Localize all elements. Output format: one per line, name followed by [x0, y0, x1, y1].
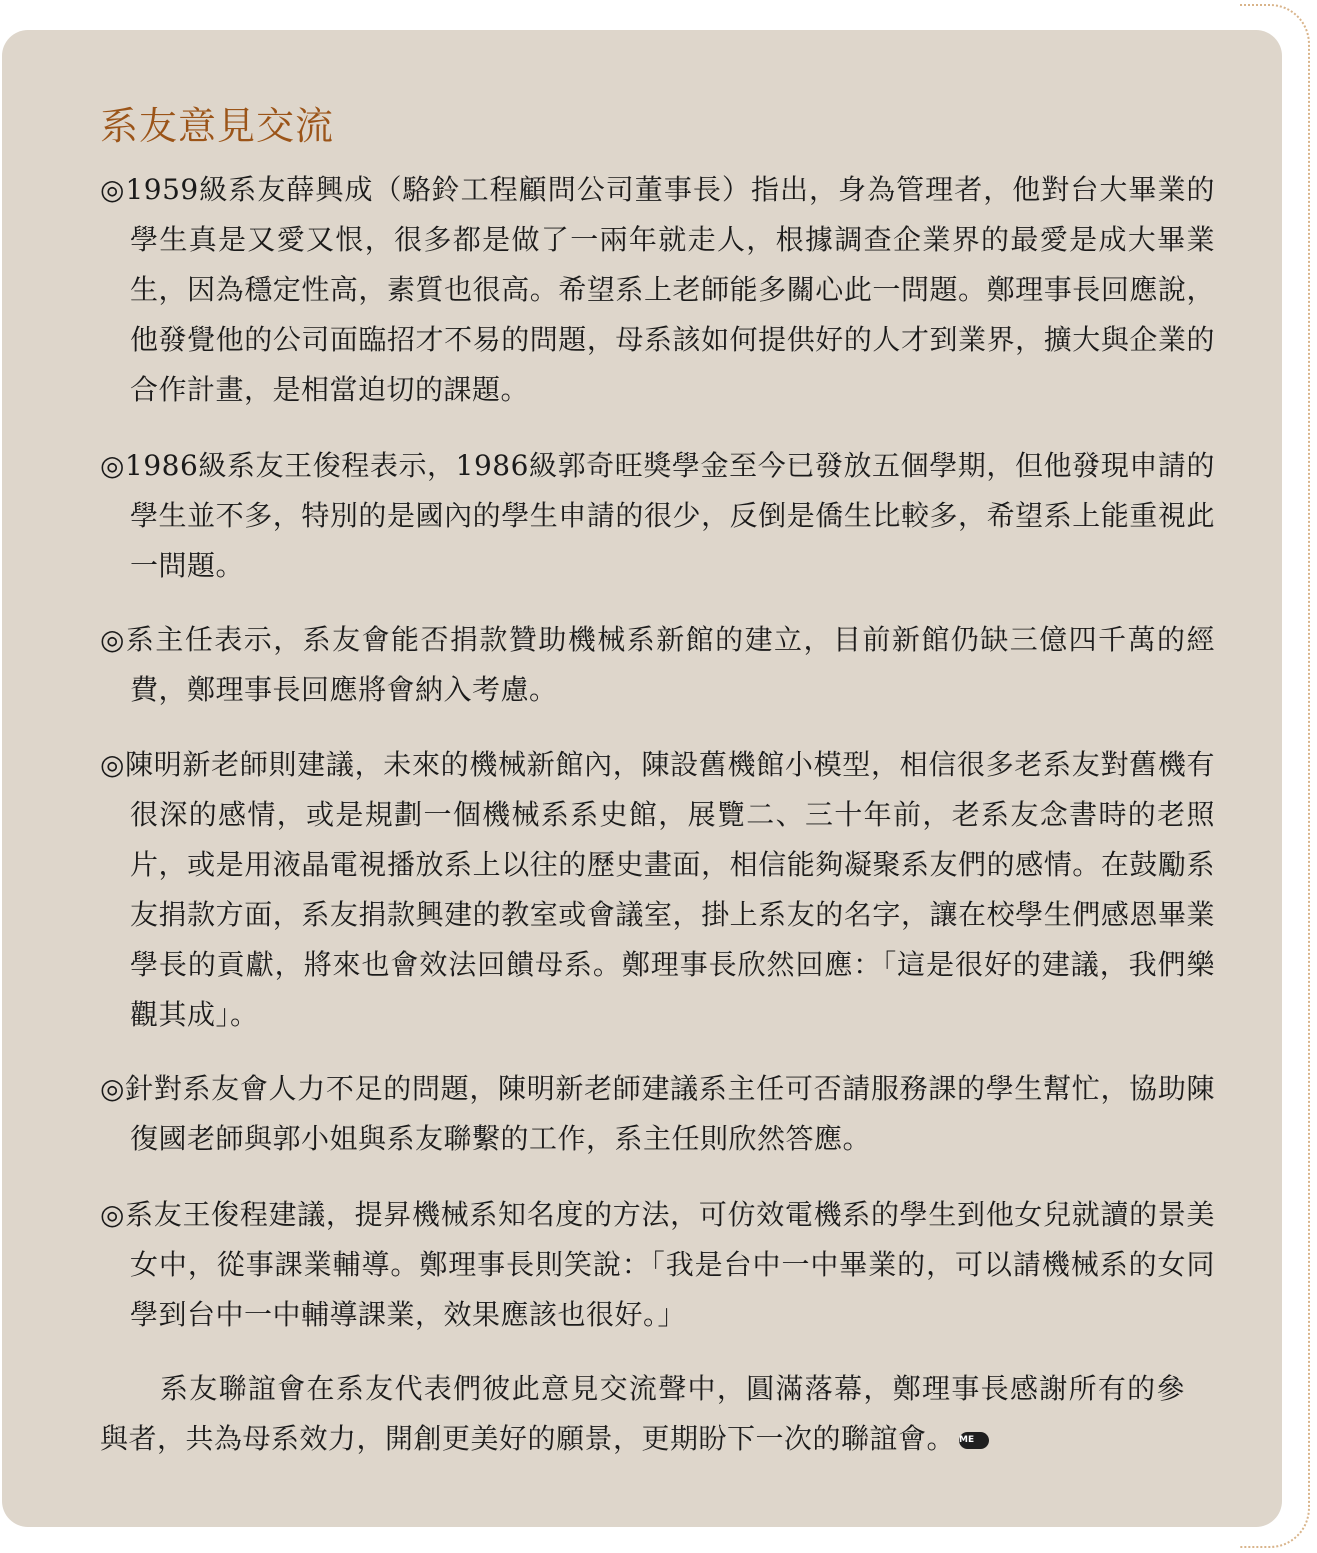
section-title: 系友意見交流 — [100, 104, 335, 148]
comment-paragraph-1: ◎1959級系友薛興成（駱鈴工程顧問公司董事長）指出，身為管理者，他對台大畢業的學生真是又愛又恨，很多都是做了一兩年就走人，根據調查企業界的最愛是成大畢業生，因為穩定性高，素質也很高。希望系上老師能多關心此一問題。鄭理事長回應說，他發覺他的公司面臨招才不易的問題，母系該如何提供好的人才到業界，擴大與企業的合作計畫，是相當迫切的課題。 — [100, 173, 1215, 406]
comment-paragraph-2: ◎1986級系友王俊程表示，1986級郭奇旺獎學金至今已發放五個學期，但他發現申請的學生並不多，特別的是國內的學生申請的很少，反倒是僑生比較多，希望系上能重視此一問題。 — [100, 449, 1215, 582]
closing-text: 系友聯誼會在系友代表們彼此意見交流聲中，圓滿落幕，鄭理事長感謝所有的參與者，共為母系效力，開創更美好的願景，更期盼下一次的聯誼會。 — [100, 1372, 1185, 1455]
closing-paragraph — [100, 1364, 1185, 1464]
comment-paragraph-5: ◎針對系友會人力不足的問題，陳明新老師建議系主任可否請服務課的學生幫忙，協助陳復國老師與郭小姐與系友聯繫的工作，系主任則欣然答應。 — [100, 1072, 1215, 1155]
comment-paragraph-4: ◎陳明新老師則建議，未來的機械新館內，陳設舊機館小模型，相信很多老系友對舊機有很深的感情，或是規劃一個機械系系史館，展覽二、三十年前，老系友念書時的老照片，或是用液晶電視播放系上以往的歷史畫面，相信能夠凝聚系友們的感情。在鼓勵系友捐款方面，系友捐款興建的教室或會議室，掛上系友的名字，讓在校學生們感恩畢業學長的貢獻，將來也會效法回饋母系。鄭理事長欣然回應：「這是很好的建議，我們樂觀其成」。 — [100, 748, 1215, 1031]
comment-paragraph-6: ◎系友王俊程建議，提昇機械系知名度的方法，可仿效電機系的學生到他女兒就讀的景美女中，從事課業輔導。鄭理事長則笑說：「我是台中一中畢業的，可以請機械系的女同學到台中一中輔導課業，效果應該也很好。」 — [100, 1198, 1215, 1331]
comment-paragraph-3: ◎系主任表示，系友會能否捐款贊助機械系新館的建立，目前新館仍缺三億四千萬的經費，鄭理事長回應將會納入考慮。 — [100, 623, 1215, 706]
end-mark-icon: ME — [959, 1432, 989, 1449]
